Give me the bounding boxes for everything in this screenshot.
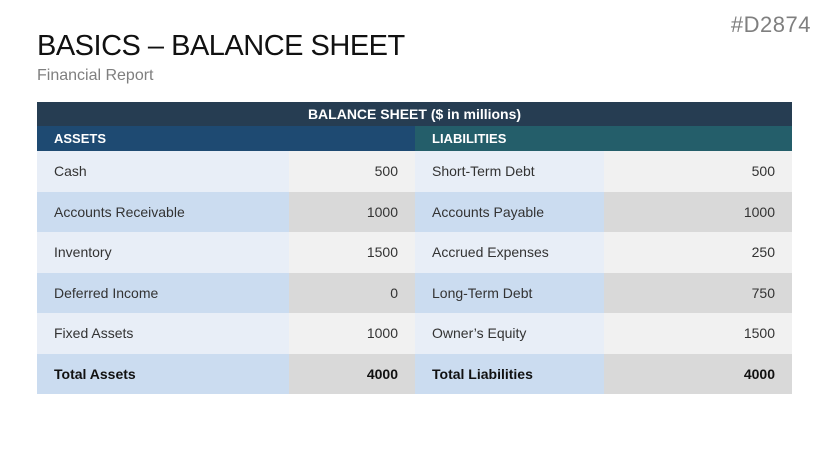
- liability-value: 500: [604, 151, 792, 192]
- liability-value: 250: [604, 232, 792, 273]
- table-row: [37, 151, 792, 192]
- table-row: [37, 313, 792, 354]
- table-row: [37, 192, 792, 233]
- liability-label: Short-Term Debt: [415, 151, 604, 192]
- asset-label: Inventory: [37, 232, 289, 273]
- asset-value: 1000: [289, 192, 415, 233]
- total-row: [37, 354, 792, 395]
- total-liabilities-value: 4000: [604, 354, 792, 395]
- assets-header: ASSETS: [37, 126, 415, 151]
- balance-sheet-table: [37, 102, 792, 394]
- asset-label: Deferred Income: [37, 273, 289, 314]
- asset-value: 1000: [289, 313, 415, 354]
- liabilities-header: LIABILITIES: [415, 126, 792, 151]
- liability-label: Long-Term Debt: [415, 273, 604, 314]
- asset-value: 500: [289, 151, 415, 192]
- table-header-row: [37, 126, 792, 151]
- asset-value: 0: [289, 273, 415, 314]
- asset-label: Accounts Receivable: [37, 192, 289, 233]
- document-code: #D2874: [730, 12, 811, 37]
- page-title: BASICS – BALANCE SHEET: [37, 30, 405, 62]
- asset-label: Cash: [37, 151, 289, 192]
- asset-label: Fixed Assets: [37, 313, 289, 354]
- total-liabilities-label: Total Liabilities: [415, 354, 604, 395]
- table-caption: BALANCE SHEET ($ in millions): [37, 102, 792, 126]
- liability-value: 1000: [604, 192, 792, 233]
- table-caption-row: [37, 102, 792, 126]
- page-subtitle: Financial Report: [37, 67, 154, 84]
- liability-label: Accrued Expenses: [415, 232, 604, 273]
- liability-label: Accounts Payable: [415, 192, 604, 233]
- asset-value: 1500: [289, 232, 415, 273]
- table-row: [37, 232, 792, 273]
- table-row: [37, 273, 792, 314]
- total-assets-label: Total Assets: [37, 354, 289, 395]
- liability-label: Owner’s Equity: [415, 313, 604, 354]
- liability-value: 1500: [604, 313, 792, 354]
- liability-value: 750: [604, 273, 792, 314]
- total-assets-value: 4000: [289, 354, 415, 395]
